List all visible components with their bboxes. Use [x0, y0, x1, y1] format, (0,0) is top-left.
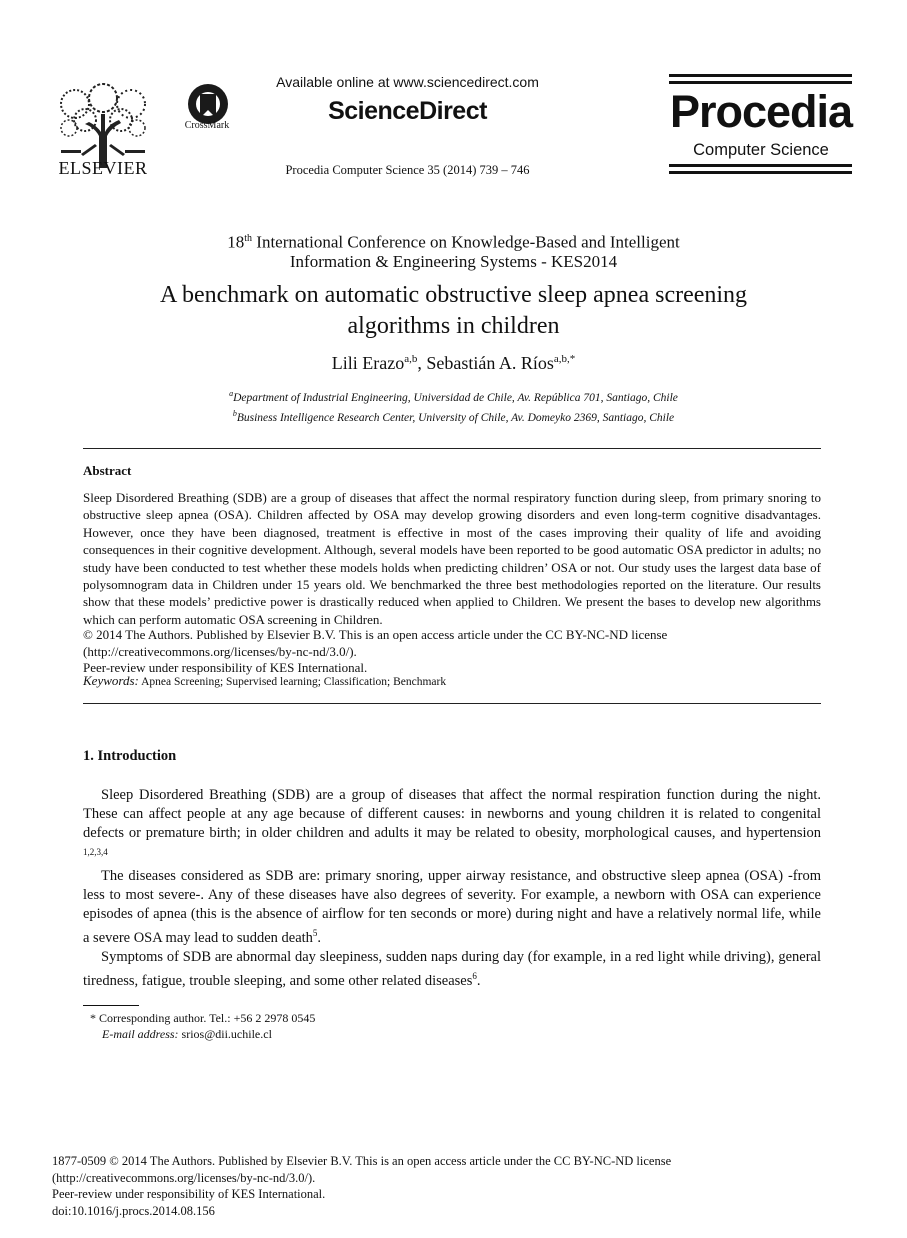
citation[interactable]: 6 — [472, 970, 477, 981]
elsevier-wordmark: ELSEVIER — [58, 158, 148, 178]
citation[interactable]: 1,2,3,4 — [83, 847, 108, 857]
sciencedirect-wordmark: ScienceDirect — [328, 97, 487, 125]
masthead-rule — [669, 74, 852, 77]
conference-line-2: Information & Engineering Systems - KES2014 — [289, 251, 618, 271]
author-list — [100, 353, 807, 374]
title-line-1: A benchmark on automatic obstructive sleep apnea screening — [159, 282, 748, 308]
affiliation-marker: a — [229, 389, 234, 398]
abstract-bottom-rule — [83, 703, 821, 704]
paragraph-end: . — [476, 972, 481, 989]
masthead-rule — [669, 164, 852, 167]
citation[interactable]: 5 — [312, 927, 318, 938]
conference-name — [100, 229, 807, 271]
paragraph-text: The diseases considered as SDB are: primary snoring, upper airway resistance, and obstructive sleep apnea (OSA) -from less to most severe-. Any of these diseases have also degrees of severity. For example, a newborn with OSA can experience episodes of apnea (this is the absence of airflow for ten seconds or more) during night and have a relatively normal life, while a severe OSA may lead to sudden death — [83, 867, 821, 946]
conference-ordinal-suffix: th — [244, 233, 253, 244]
affiliation-a: Department of Industrial Engineering, Universidad de Chile, Av. República 701, Santiago, Chile — [233, 391, 678, 404]
keywords-label: Keywords: — [83, 673, 139, 688]
title-line-2: algorithms in children — [347, 313, 560, 339]
email-label: E-mail address: — [102, 1027, 179, 1041]
author-affiliation-marker: a,b — [404, 353, 418, 365]
paragraph — [83, 867, 821, 948]
corresponding-author: * Corresponding author. Tel.: +56 2 2978 0545 — [90, 1011, 316, 1025]
paragraph-text: Sleep Disordered Breathing (SDB) are a group of diseases that affect the normal respiration function during the night. These can affect people at any age because of different causes: in newborns and young children it is related to congenital defects or premature birth; in older children and adults it may be related to obesity, morphological causes, and hypertension — [83, 787, 821, 841]
procedia-subtitle: Computer Science — [693, 141, 829, 159]
abstract-heading: Abstract — [83, 463, 132, 478]
peer-review-note: Peer-review under responsibility of KES International. — [83, 660, 368, 675]
publication-info — [52, 1153, 852, 1219]
paragraph — [83, 786, 821, 867]
author-name: Sebastián A. Ríos — [426, 353, 554, 373]
doi[interactable]: doi:10.1016/j.procs.2014.08.156 — [52, 1203, 215, 1218]
paragraph — [83, 948, 821, 991]
masthead-rule — [669, 81, 852, 84]
footnote-rule — [83, 1005, 139, 1006]
author-affiliation-marker: a,b,* — [553, 353, 576, 365]
conference-line-1: International Conference on Knowledge-Based and Intelligent — [252, 232, 680, 252]
journal-reference: Procedia Computer Science 35 (2014) 739 – 746 — [285, 163, 530, 177]
issn-copyright: 1877-0509 © 2014 The Authors. Published by Elsevier B.V. This is an open access article under the CC BY-NC-ND license — [52, 1154, 672, 1168]
masthead-rule — [669, 171, 852, 174]
author-name: Lili Erazo — [331, 353, 405, 373]
copyright-line: © 2014 The Authors. Published by Elsevier B.V. This is an open access article under the CC BY-NC-ND license — [83, 627, 668, 642]
section-heading-introduction: 1. Introduction — [83, 748, 177, 764]
conference-ordinal: 18 — [227, 232, 245, 252]
keywords — [83, 673, 821, 690]
author-separator: , — [417, 353, 427, 373]
license-link[interactable]: (http://creativecommons.org/licenses/by-nc-nd/3.0/). — [52, 1170, 316, 1185]
introduction-body — [83, 786, 821, 990]
paragraph-text: Symptoms of SDB are abnormal day sleepiness, sudden naps during day (for example, in a red light while driving), general tiredness, fatigue, trouble sleeping, and some other related diseases — [83, 948, 821, 989]
affiliation-b: Business Intelligence Research Center, University of Chile, Av. Domeyko 2369, Santiago, Chile — [236, 411, 675, 424]
affiliation-marker: b — [232, 408, 237, 418]
procedia-wordmark: Procedia — [669, 86, 853, 137]
paper-title — [90, 280, 817, 342]
email-address[interactable]: srios@dii.uchile.cl — [178, 1027, 272, 1041]
affiliations — [100, 386, 807, 426]
abstract-top-rule — [83, 448, 821, 449]
footnote — [90, 1010, 810, 1042]
crossmark-label: CrossMark — [184, 120, 230, 131]
copyright-notice — [83, 626, 821, 660]
license-link[interactable]: (http://creativecommons.org/licenses/by-nc-nd/3.0/). — [83, 644, 357, 659]
paragraph-end: . — [317, 929, 322, 946]
abstract-text: Sleep Disordered Breathing (SDB) are a group of diseases that affect the normal respiratory function during sleep, from primary snoring to obstructive sleep apnea (OSA). Children affected by OSA may develop growing disorders and even long-term cognitive disadvantages. However, once they have been diagnosed, treatment is effective in most of the cases improving their quality of life and avoiding consequences in their cognitive development. Although, several models have been reported to be good automatic OSA predictor in adults; no study have been conducted to test whether these models holds when predicting children’ OSA or not. Our study uses the largest data base of polysomnogram data in Children under 15 years old. We benchmarked the three best methodologies reported on the literature. Our results show that these models’ predictive power is drastically reduced when applied to Children. We present the bases to develop new algorithms which can perform automatic OSA screening in Children. — [83, 490, 821, 627]
available-online-text[interactable]: Available online at www.sciencedirect.com — [276, 74, 539, 90]
keywords-list: Apnea Screening; Supervised learning; Classification; Benchmark — [138, 676, 447, 688]
peer-review-note: Peer-review under responsibility of KES International. — [52, 1187, 326, 1201]
